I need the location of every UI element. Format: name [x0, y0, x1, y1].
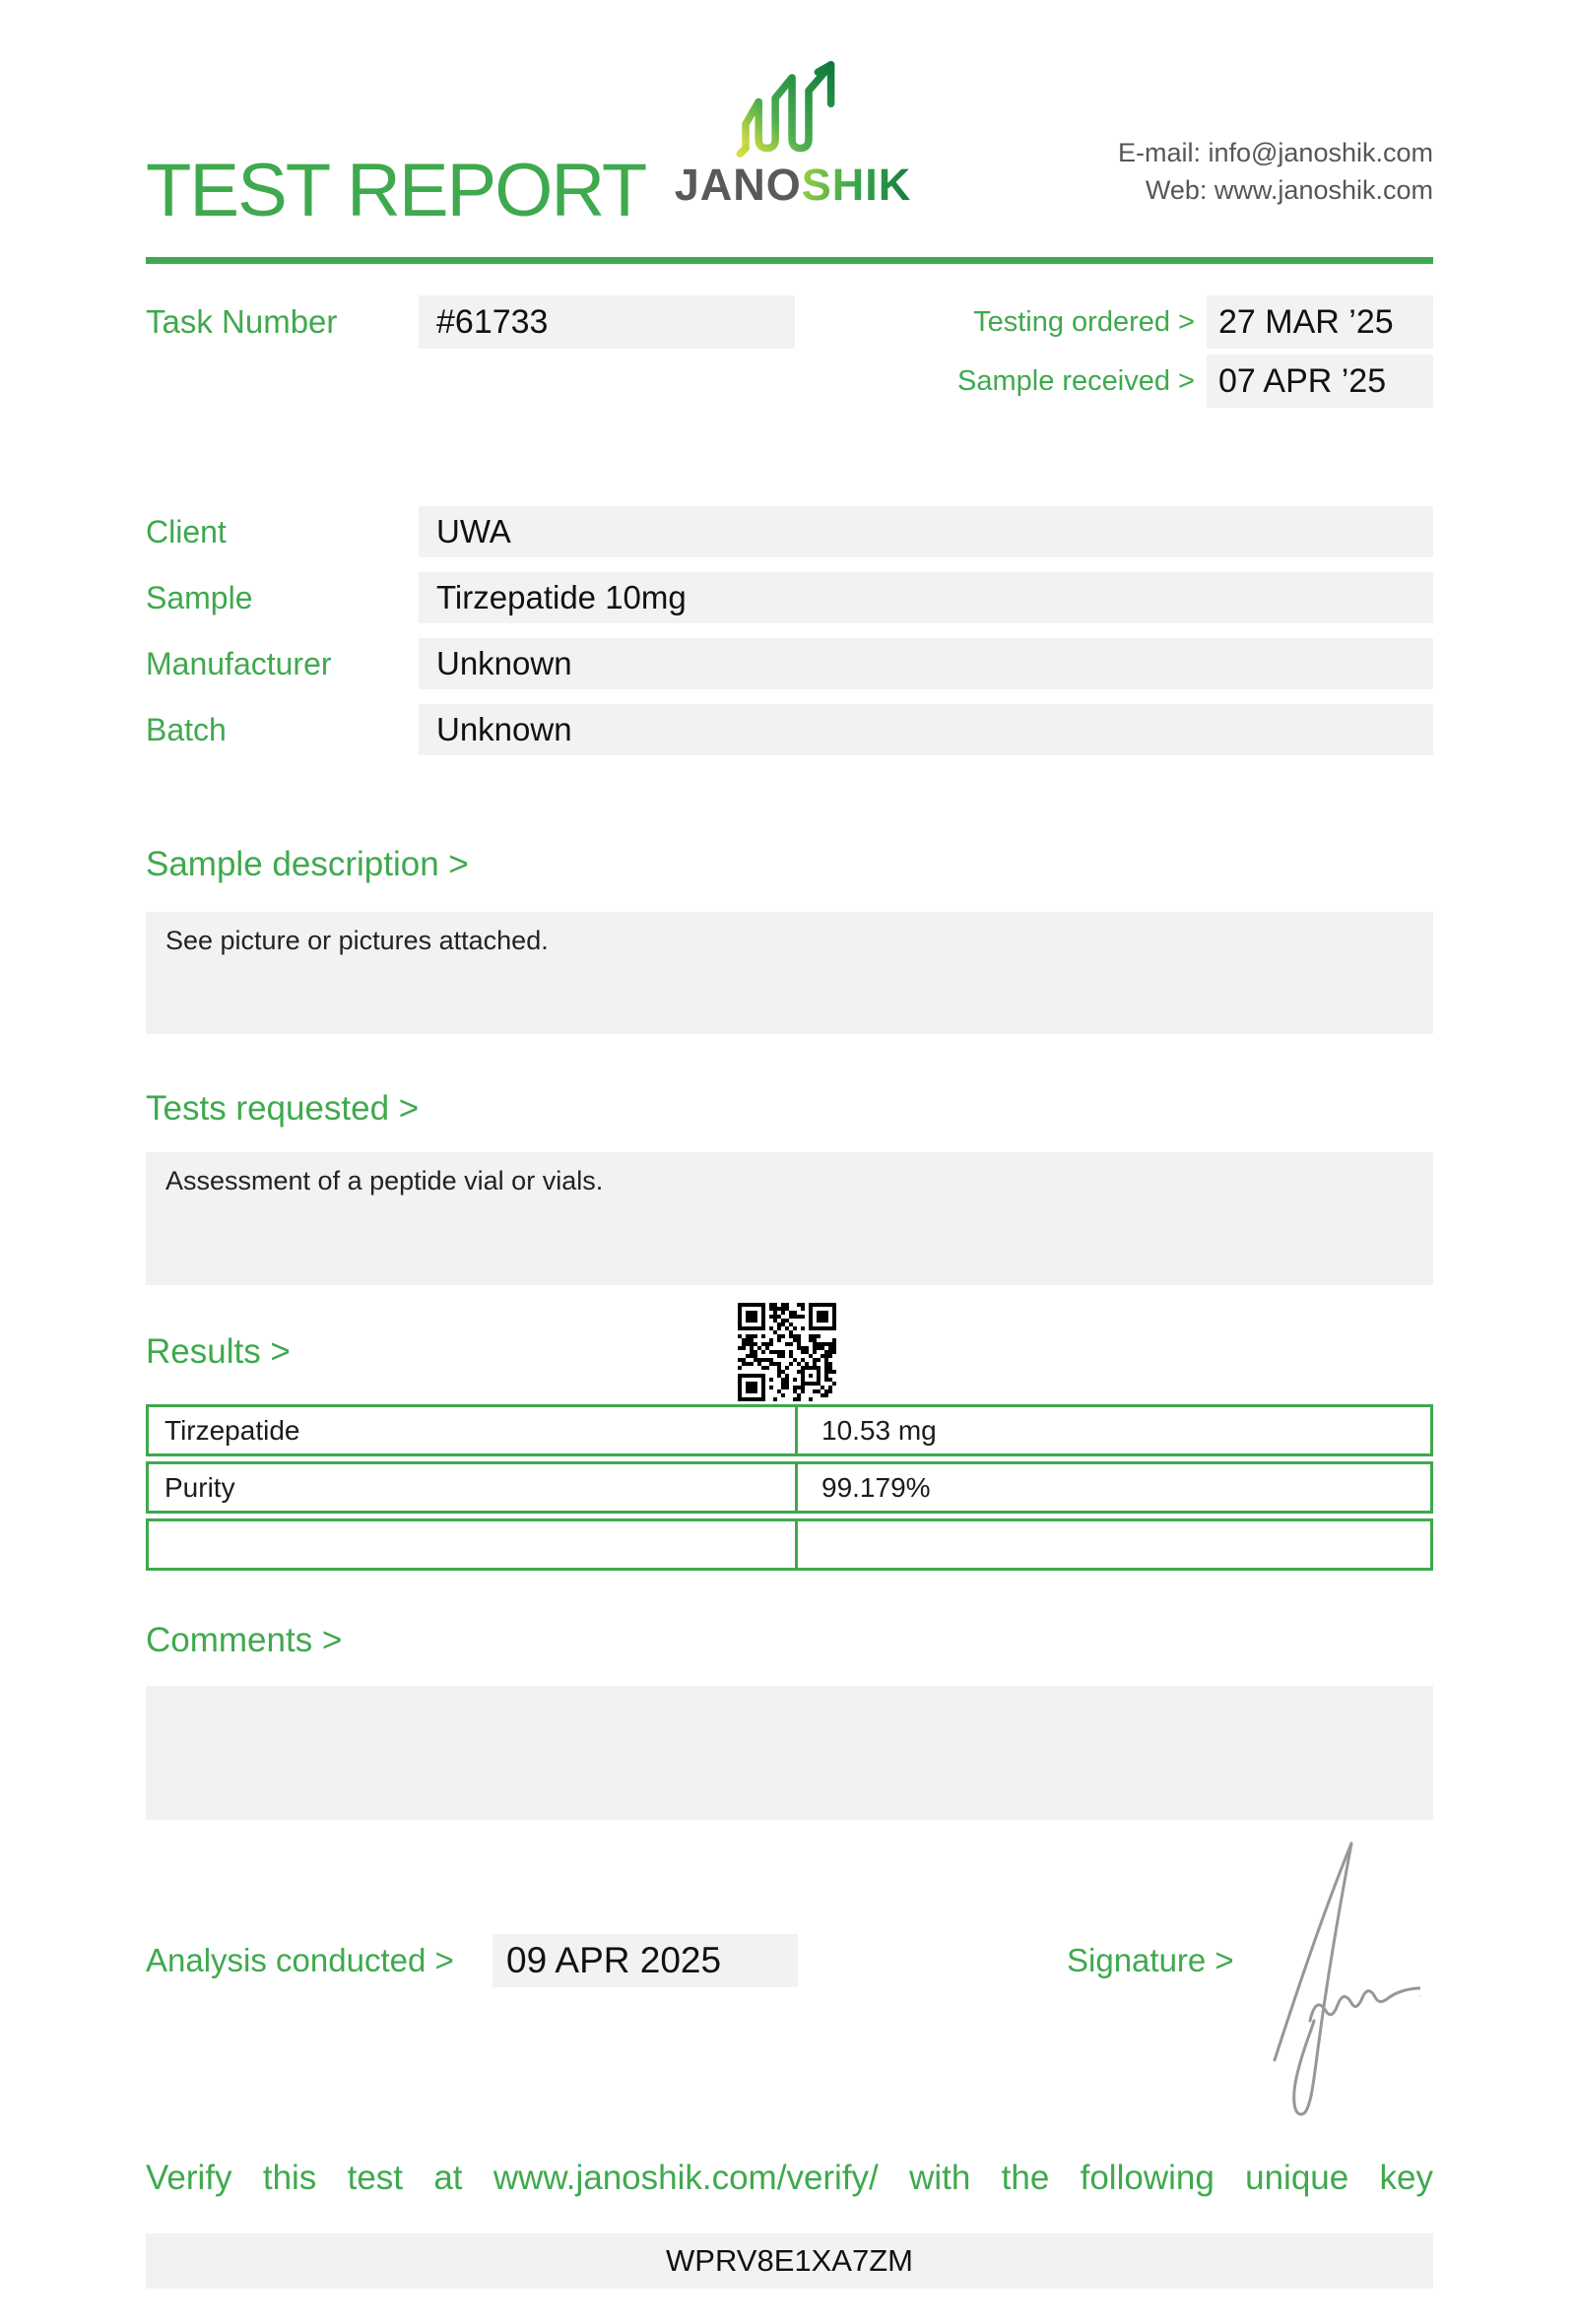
- sample-received-label: Sample received >: [957, 364, 1195, 397]
- web-line: Web: www.janoshik.com: [1145, 175, 1433, 205]
- sample-label: Sample: [146, 580, 253, 615]
- table-row: [146, 1461, 1433, 1514]
- task-number-label: Task Number: [146, 303, 338, 340]
- manufacturer-label: Manufacturer: [146, 646, 332, 681]
- comments-box: [146, 1686, 1433, 1820]
- testing-ordered-row: [957, 295, 1433, 349]
- tests-requested-box: Assessment of a peptide vial or vials.: [146, 1152, 1433, 1285]
- janoshik-logo: [630, 59, 955, 211]
- info-row-manufacturer: [146, 638, 1433, 689]
- task-number-value: #61733: [419, 295, 795, 349]
- result-name-cell: [149, 1521, 798, 1568]
- sample-info-list: [146, 506, 1433, 770]
- analysis-conducted-label: Analysis conducted >: [146, 1942, 454, 1978]
- tests-requested-heading: Tests requested >: [146, 1089, 420, 1128]
- logo-wordmark: [630, 160, 955, 211]
- manufacturer-value: Unknown: [419, 638, 1433, 689]
- info-row-batch: [146, 704, 1433, 755]
- dates-column: [957, 295, 1433, 414]
- testing-ordered-value: 27 MAR ’25: [1207, 295, 1433, 349]
- verify-key: WPRV8E1XA7ZM: [146, 2233, 1433, 2289]
- logo-text-jano: JANO: [674, 160, 802, 210]
- testing-ordered-label: Testing ordered >: [973, 305, 1195, 338]
- growth-chart-icon: [714, 59, 872, 158]
- page-title: TEST REPORT: [146, 149, 646, 232]
- sample-description-box: See picture or pictures attached.: [146, 912, 1433, 1034]
- result-value-cell: [798, 1521, 1430, 1568]
- sample-received-row: [957, 355, 1433, 408]
- batch-value: Unknown: [419, 704, 1433, 755]
- result-name-cell: Purity: [149, 1464, 798, 1511]
- handwritten-signature: [1253, 1824, 1420, 2129]
- email-line: E-mail: info@janoshik.com: [1117, 138, 1433, 167]
- result-name-cell: Tirzepatide: [149, 1407, 798, 1453]
- comments-heading: Comments >: [146, 1621, 343, 1659]
- contact-info: [1118, 134, 1433, 209]
- result-value-cell: 99.179%: [821, 1472, 931, 1503]
- results-table: [146, 1404, 1433, 1576]
- client-label: Client: [146, 514, 227, 549]
- logo-text-shik: SHIK: [801, 160, 912, 210]
- analysis-conducted-value: 09 APR 2025: [492, 1934, 798, 1987]
- sample-received-value: 07 APR ’25: [1207, 355, 1433, 408]
- signature-label: Signature >: [1067, 1942, 1234, 1978]
- sample-description-heading: Sample description >: [146, 845, 469, 883]
- table-row: [146, 1404, 1433, 1456]
- sample-value: Tirzepatide 10mg: [419, 572, 1433, 623]
- table-row: [146, 1518, 1433, 1571]
- batch-label: Batch: [146, 712, 227, 747]
- qr-code: [735, 1300, 839, 1404]
- results-heading: Results >: [146, 1332, 291, 1371]
- result-value-cell: 10.53 mg: [821, 1415, 937, 1446]
- client-value: UWA: [419, 506, 1433, 557]
- info-row-client: [146, 506, 1433, 557]
- header-divider: [146, 257, 1433, 264]
- verify-instruction: Verify this test at www.janoshik.com/verify/ with the following unique key: [146, 2159, 1433, 2197]
- info-row-sample: [146, 572, 1433, 623]
